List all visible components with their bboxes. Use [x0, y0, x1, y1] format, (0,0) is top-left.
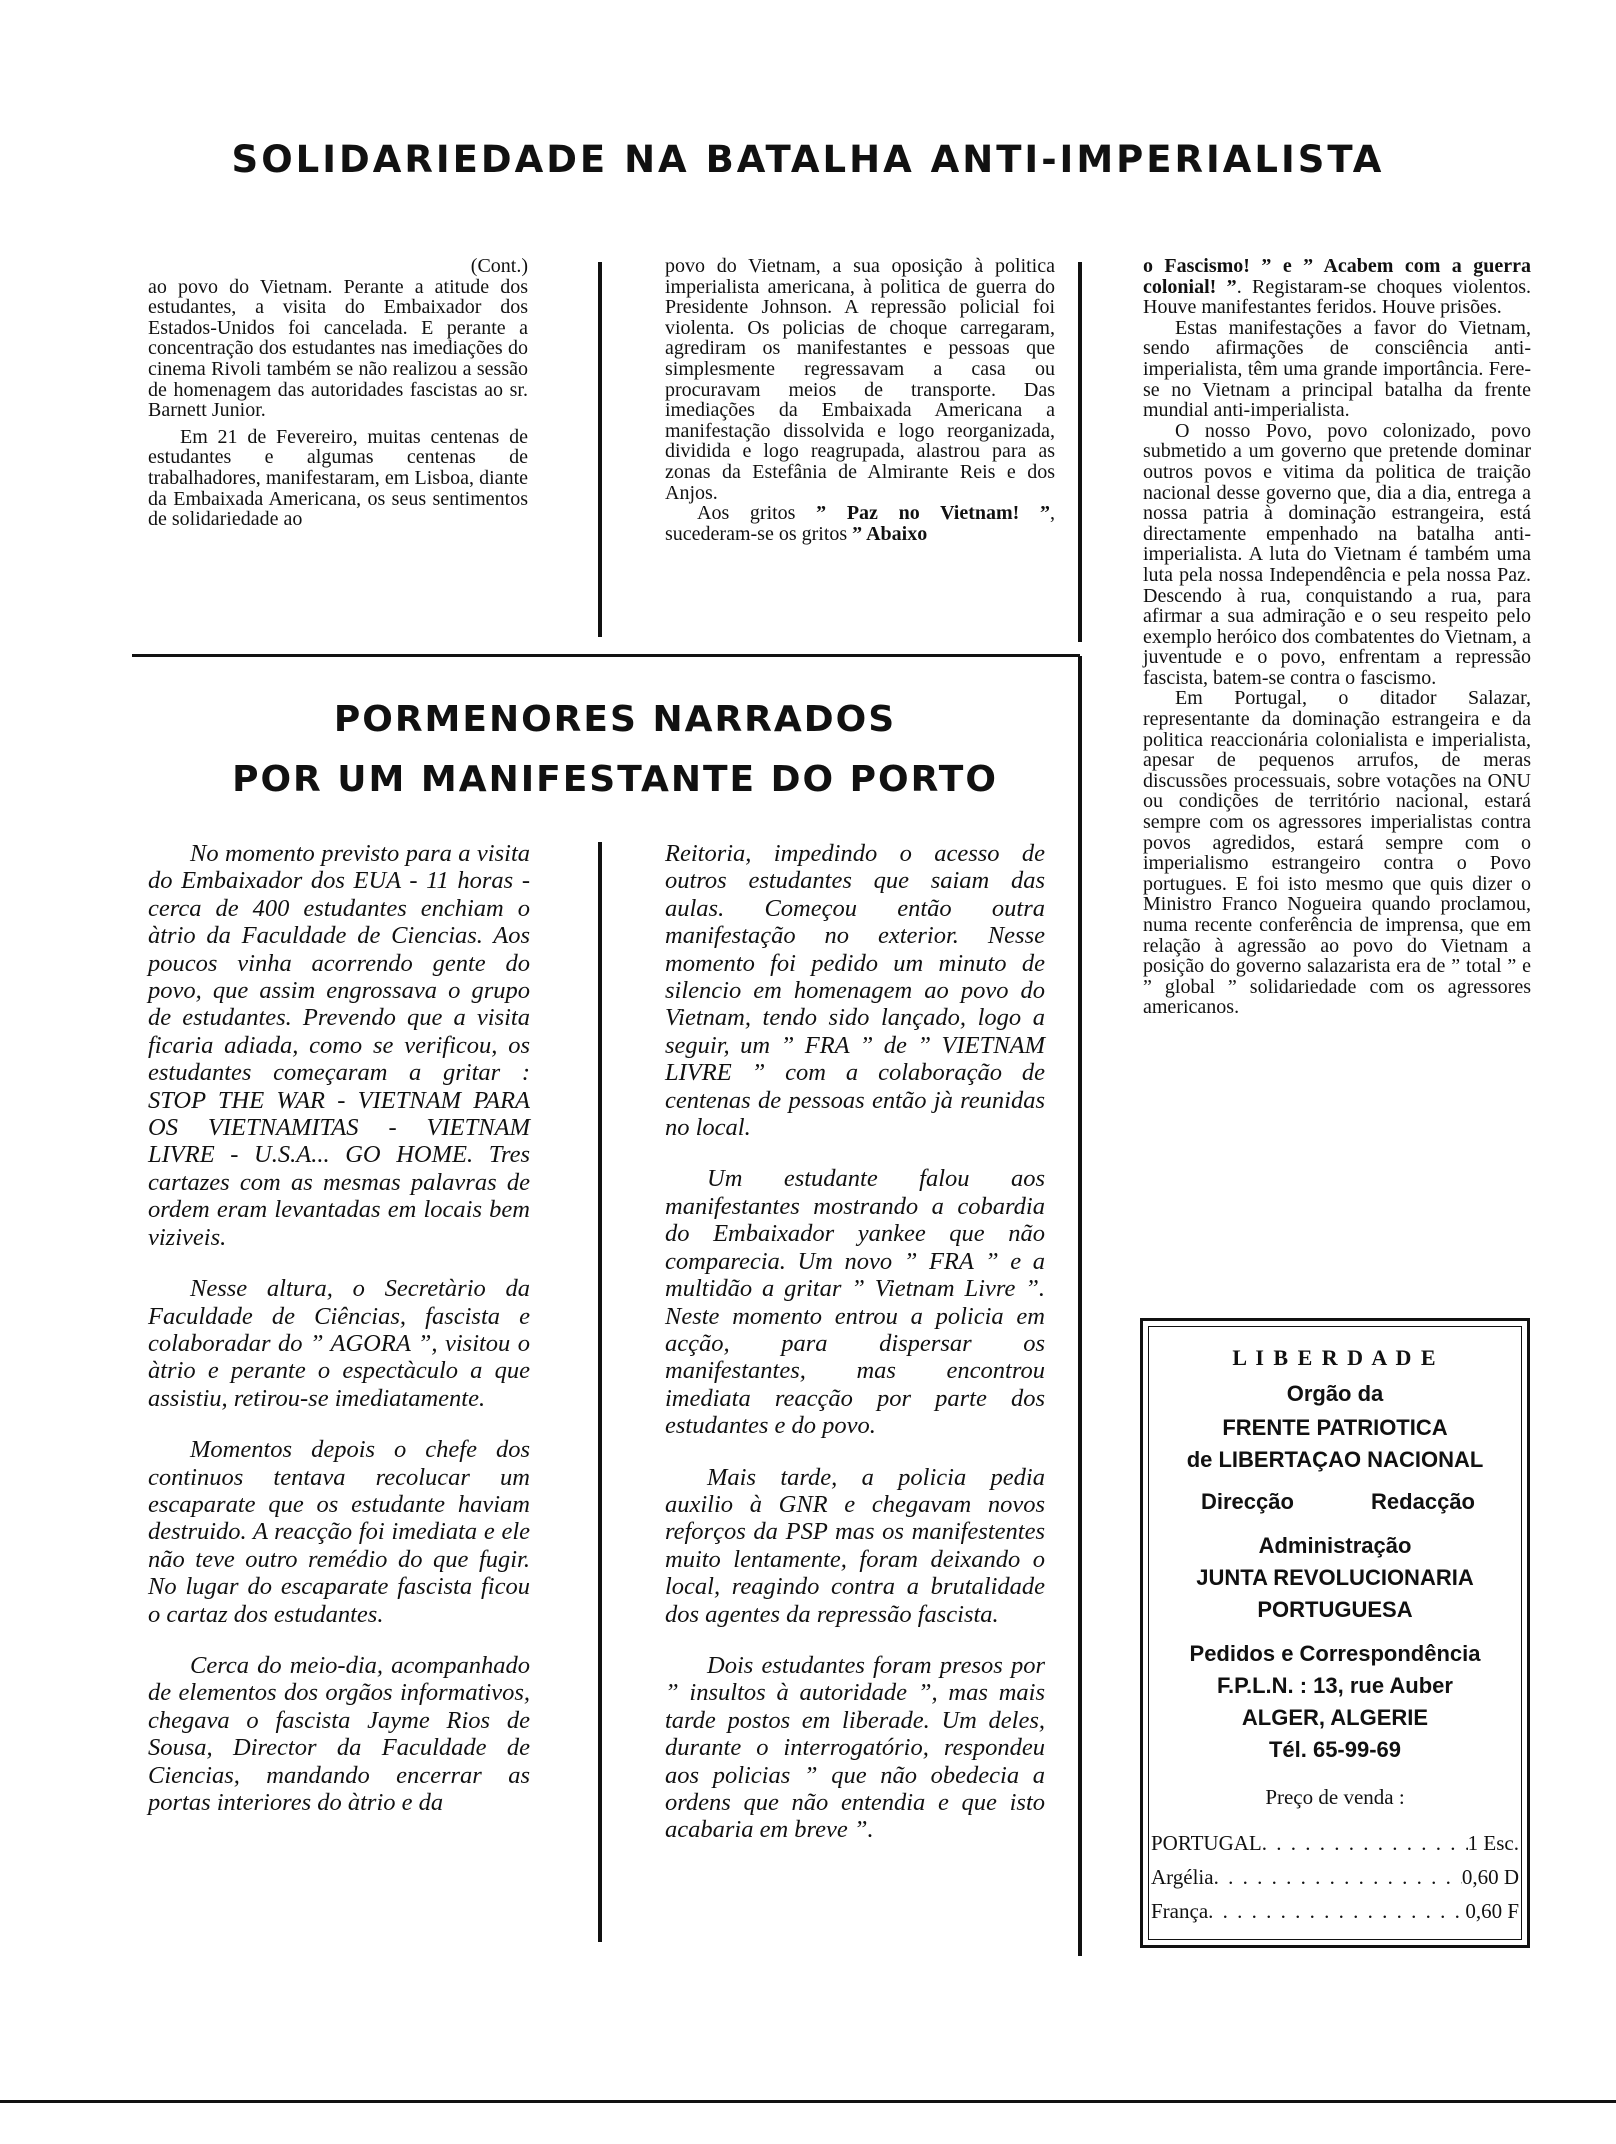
masthead-box	[1140, 1318, 1530, 1948]
continued-label: (Cont.)	[470, 255, 528, 277]
paragraph: povo do Vietnam, a sua oposição à politica imperialista americana, à politica de guerra do Presidente Johnson. A repressão policial foi violenta. Os policias de choque carregaram, agrediram os manifestantes e pessoas que simplesmente regressavam a casa ou procuravam meios de transporte. Das imediações da Embaixada Americana a manifestação dissolvida e logo reorganizada, dividida e logo reagrupada, alastrou para as zonas da Estefânia de Almirante Reis e dos Anjos.	[665, 255, 1055, 504]
masthead-address1: F.P.L.N. : 13, rue Auber	[1217, 1673, 1453, 1698]
price-row	[1151, 1865, 1519, 1890]
masthead-redaccao: Redacção	[1371, 1489, 1475, 1514]
masthead-name: L I B E R D A D E	[1232, 1345, 1438, 1370]
price-row	[1151, 1899, 1519, 1924]
column-divider	[1078, 262, 1082, 642]
masthead-phone: Tél. 65-99-69	[1268, 1737, 1402, 1762]
headline-line: PORMENORES NARRADOS	[333, 699, 897, 740]
slogan-bold: o Fascismo! ” e ” Acabem com a guerra colonial! ”	[1143, 255, 1531, 298]
price-value: 0,60 D	[1461, 1865, 1519, 1889]
column-divider	[598, 262, 602, 637]
slogan-bold: ” Paz no Vietnam! ”	[816, 502, 1050, 525]
price-country: França	[1151, 1899, 1209, 1923]
price-country: PORTUGAL	[1151, 1831, 1262, 1855]
paragraph: Em 21 de Fevereiro, muitas centenas de estudantes e algumas centenas de trabalhadores, manifestaram, em Lisboa, diante da Embaixada Americana, os seus sentimentos de solidariedade ao	[148, 425, 528, 531]
bottom-article-col1	[148, 840, 530, 1840]
paragraph: Cerca do meio-dia, acompanhado de elementos dos orgãos informativos, chegava o fascista Jayme Rios de Sousa, Director da Faculdade de Ciencias, mandando encerrar as portas interiores do àtrio e da	[148, 1651, 530, 1816]
paragraph: Momentos depois o chefe dos continuos tentava recolucar um escaparate que os estudante haviam destruido. A reacção foi imediata e ele não teve outro remédio do que fugir. No lugar do escaparate fascista ficou o cartaz dos estudantes.	[148, 1436, 530, 1628]
headline-line: POR UM MANIFESTANTE DO PORTO	[232, 759, 998, 800]
masthead-orders: Pedidos e Correspondência	[1189, 1641, 1481, 1666]
column-divider	[598, 842, 602, 1942]
price-row	[1151, 1831, 1519, 1856]
masthead-front1: FRENTE PATRIOTICA	[1222, 1415, 1448, 1440]
masthead-price-label: Preço de venda :	[1265, 1785, 1405, 1809]
text-run: Aos gritos	[697, 502, 817, 525]
masthead-junta1: JUNTA REVOLUCIONARIA	[1196, 1565, 1474, 1590]
paragraph	[1143, 256, 1531, 318]
paragraph: No momento previsto para a visita do Embaixador dos EUA - 11 horas - cerca de 400 estudantes enchiam o àtrio da Faculdade de Ciencias. Aos poucos vinha acorrendo gente do povo, que assim engrossava o grupo de estudantes. Prevendo que a visita ficaria adiada, como se verificou, os estudantes começaram a gritar : STOP THE WAR - VIETNAM PARA OS VIETNAMITAS - VIETNAM LIVRE - U.S.A... GO HOME. Tres cartazes com as mesmas palavras de ordem eram levantadas em locais bem viziveis.	[148, 840, 530, 1251]
price-leader	[1214, 1865, 1462, 1890]
price-value: 1 Esc.	[1467, 1831, 1519, 1855]
paragraph: Um estudante falou aos manifestantes mostrando a cobardia do Embaixador yankee que não comparecia. Um novo ” FRA ” e a multidão a gritar ” Vietnam Livre ”. Neste momento entrou a policia em acção, para dispersar os manifestantes, mas encontrou imediata reacção por parte dos estudantes e do povo.	[665, 1165, 1045, 1440]
masthead-organ: Orgão da	[1286, 1381, 1384, 1406]
page-bottom-rule	[0, 2100, 1616, 2103]
masthead-address2: ALGER, ALGERIE	[1241, 1705, 1429, 1730]
masthead-front2: de LIBERTAÇAO NACIONAL	[1186, 1447, 1484, 1472]
text-run: . Registaram-se choques violentos. Houve manifestantes feridos. Houve prisões.	[1143, 275, 1531, 319]
paragraph: Estas manifestações a favor do Vietnam, sendo afirmações de consciência anti-imperialista, têm uma grande importância. Fere-se no Vietnam a principal batalha da frente mundial anti-imperialista.	[1143, 316, 1531, 422]
price-leader	[1208, 1899, 1465, 1924]
price-country: Argélia	[1151, 1865, 1214, 1889]
paragraph: ao povo do Vietnam. Perante a atitude dos estudantes, a visita do Embaixador dos Estados-Unidos foi cancelada. E perante a concentração dos estudantes nas imediações do cinema Rivoli também se não realizou a sessão de homenagem das autoridades fascistas ao sr. Barnett Junior.	[148, 275, 528, 422]
paragraph: Reitoria, impedindo o acesso de outros estudantes que saiam das aulas. Começou então outra manifestação no exterior. Nesse momento foi pedido um minuto de silencio em homenagem ao povo do Vietnam, tendo sido lançado, logo a seguir, um ” FRA ” de ” VIETNAM LIVRE ” com a colaboração de centenas de pessoas então jà reunidas no local.	[665, 840, 1045, 1142]
text-run: , sucederam-se os gritos	[665, 502, 1055, 545]
headline-solidariedade: SOLIDARIEDADE NA BATALHA ANTI-IMPERIALISTA	[231, 138, 1385, 181]
top-article-col1	[148, 256, 528, 530]
paragraph: Nesse altura, o Secretàrio da Faculdade de Ciências, fascista e colaboradar do ” AGORA ”, visitou o àtrio e perante o espectàculo a que assistiu, retirou-se imediatamente.	[148, 1275, 530, 1412]
price-value: 0,60 F	[1465, 1899, 1519, 1923]
paragraph: O nosso Povo, povo colonizado, povo submetido a um governo que pretende dominar outros povos e vitima da politica de traição nacional desse governo que, dia a dia, entrega a nossa patria à dominação estrangeira, está directamente empenhado na batalha anti-imperialista. A luta do Vietnam é também uma luta pela nossa Independência e pela nossa Paz. Descendo à rua, conquistando a rua, para afirmar a sua admiração e o seu respeito pelo exemplo heróico dos combatentes do Vietnam, a juventude e o povo, enfrentam a repressão fascista, batem-se contra o fascismo.	[1143, 419, 1531, 689]
paragraph	[665, 503, 1055, 544]
column-divider	[1078, 656, 1082, 1956]
paragraph: Dois estudantes foram presos por ” insultos à autoridade ”, mas mais tarde postos em liberade. Um deles, durante o interrogatório, respondeu aos policias ” que não obedecia a ordens que não entendia e que isto acabaria em breve ”.	[665, 1651, 1045, 1844]
headline-pormenores	[180, 690, 1050, 810]
price-leader	[1262, 1831, 1468, 1856]
top-article-col3	[1143, 256, 1531, 1018]
paragraph: Mais tarde, a policia pedia auxilio à GNR e chegavam novos reforços da PSP mas os manifestentes muito lentamente, foram deixando o local, reagindo contra a brutalidade dos agentes da repressão fascista.	[665, 1463, 1045, 1628]
top-article-col2	[665, 256, 1055, 544]
bottom-article-col2	[665, 840, 1045, 1868]
paragraph: Em Portugal, o ditador Salazar, representante da dominação estrangeira e da politica reaccionária colonialista e imperialista, apesar de pequenos arrufos, de meras discussões processuais, sobre votações na ONU ou condições de território nacional, estará sempre com os agressores imperialistas contra povos agredidos, estará sempre com o imperialismo estrangeiro contra o Povo portugues. E foi isto mesmo que quis dizer o Ministro Franco Nogueira quando proclamou, numa recente conferência de imprensa, que em relação à agressão ao povo do Vietnam a posição do governo salazarista era de ” total ” e ” global ” solidariedade com os agressores americanos.	[1143, 687, 1531, 1019]
masthead-administracao: Administração	[1258, 1533, 1412, 1558]
masthead-direccao: Direcção	[1201, 1489, 1294, 1514]
masthead-junta2: PORTUGUESA	[1257, 1597, 1413, 1622]
slogan-bold: ” Abaixo	[852, 522, 928, 545]
section-divider	[132, 654, 1080, 657]
